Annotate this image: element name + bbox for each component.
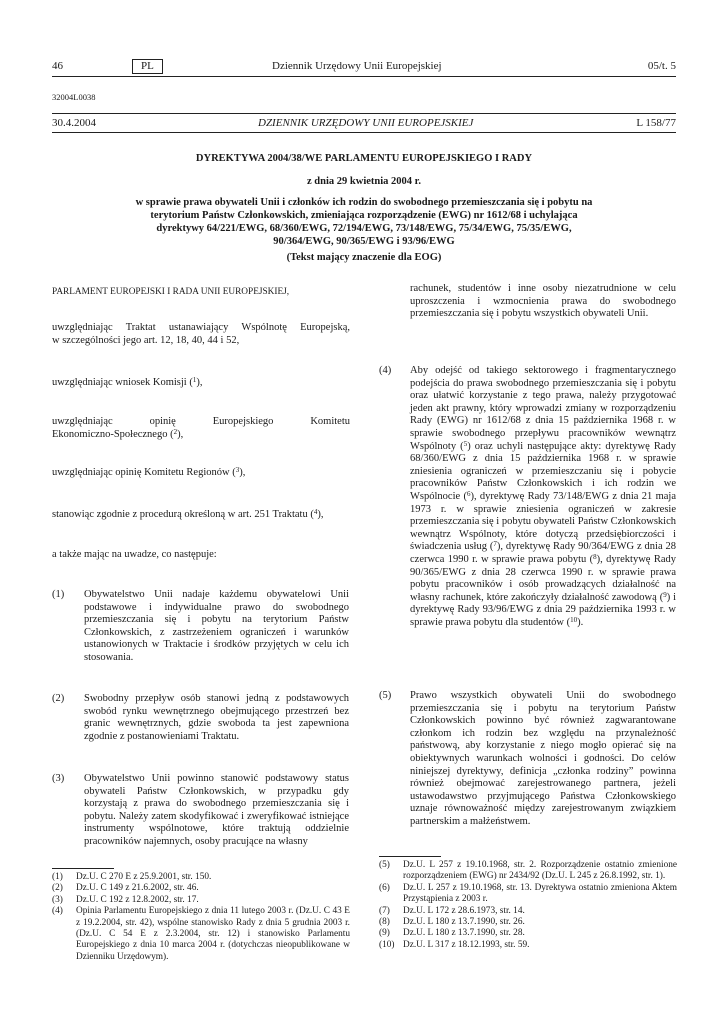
- footnote-ref-5: 5: [463, 439, 468, 448]
- footnote-number: (2): [52, 883, 63, 894]
- footnotes-left: [52, 872, 350, 963]
- footnote-separator-left: [52, 868, 114, 869]
- citation-eesc-text: Ekonomiczno-Społecznego: [52, 428, 168, 440]
- citation-eesc-end: ),: [177, 428, 184, 440]
- footnote-text: Dz.U. L 257 z 19.10.1968, str. 13. Dyrektywa ostatnio zmieniona Aktem Przystąpienia z 2003 r.: [403, 882, 677, 905]
- subject-line-4: 90/364/EWG, 90/365/EWG i 93/96/EWG: [273, 236, 455, 247]
- footnote-number: (9): [379, 928, 390, 939]
- subject-line-3: dyrektywy 64/221/EWG, 68/360/EWG, 72/194/EWG, 73/148/EWG, 75/34/EWG, 75/35/EWG,: [156, 223, 572, 234]
- footnote-text: Dz.U. L 180 z 13.7.1990, str. 28.: [403, 928, 525, 939]
- recitals-intro: a także mając na uwadze, co następuje:: [52, 549, 217, 560]
- oj-reference: L 158/77: [636, 117, 676, 129]
- recital-5-number: (5): [379, 690, 392, 701]
- footnote-ref-7: 7: [493, 540, 497, 549]
- citation-eesc-line-2: Ekonomiczno-Społecznego ($^2$),: [52, 427, 184, 440]
- citation-treaty: [52, 322, 350, 347]
- citation-commission-text: uwzględniając wniosek Komisji: [52, 377, 187, 388]
- recital-4: Aby odejść od takiego sektorowego i fragmentarycznego podejścia do prawa swobodnego przemieszczania się i pobytu oraz ułatwić korzystanie z tego prawa, należy przygotować jeden akt prawny, który wprowadzi zmiany w rozporządzeniu Rady (EWG) nr 1612/68 z dnia 15 października 1968 r. w sprawie swobodnego przepływu pracowników wewnątrz Wspólnoty ($^5$) oraz uchyli następujące akty: dyrektywę Rady 68/360/EWG z dnia 15 października 1968 r. w sprawie zniesienia ograniczeń w przemieszczaniu się i pobycie pracowników Państw Członkowskich i ich rodzin we Wspólnocie ($^6$), dyrektywę Rady 73/148/EWG z dnia 21 maja 1973 r. w sprawie zniesienia ograniczeń w zakresie przemieszczania się i pobytu obywateli Państw Członkowskich wewnątrz Wspólnoty, które dotyczą przedsiębiorczości i świadczenia usług ($^7$), dyrektywę Rady 90/364/EWG z dnia 28 czerwca 1990 r. w sprawie prawa pobytu ($^8$), dyrektywę Rady 90/365/EWG z dnia 28 czerwca 1990 r. w sprawie prawa pobytu pracowników i osób prowadzących działalność na własny rachunek, które zakończyły działalność zawodową ($^9$) i dyrektywę Rady 93/96/EWG z dnia 29 października 1993 r. w sprawie prawa pobytu dla studentów ($^{10}$).: [410, 365, 677, 628]
- subject-line-2: terytorium Państw Członkowskich, zmieniająca rozporządzenie (EWG) nr 1612/68 i uchylająca: [150, 210, 578, 221]
- recital-2-number: (2): [52, 693, 65, 704]
- citation-commission: uwzględniając wniosek Komisji ($^1$),: [52, 376, 203, 388]
- footnote-6: [379, 883, 677, 906]
- citation-procedure: stanowiąc zgodnie z procedurą określoną w art. 251 Traktatu ($^4$),: [52, 508, 324, 520]
- footnote-ref-2: 2: [173, 427, 178, 436]
- subject-line-1: w sprawie prawa obywateli Unii i członków ich rodzin do swobodnego przemieszczania się i pobytu na: [135, 197, 593, 208]
- footnote-ref-6: 6: [466, 489, 471, 498]
- recital-4-part-7: ).: [577, 616, 584, 628]
- footnotes-right: [379, 860, 677, 951]
- citation-regions: uwzględniając opinię Komitetu Regionów ($^3$),: [52, 466, 246, 478]
- footnote-2: [52, 883, 350, 894]
- oj-date: 30.4.2004: [52, 117, 96, 129]
- citation-eesc-line-1: uwzględniając opinię Europejskiego Komitetu: [52, 416, 350, 427]
- directive-subject: [98, 196, 630, 248]
- footnote-4: [52, 906, 350, 963]
- footnote-8: [379, 917, 677, 928]
- header-rule: [52, 76, 676, 77]
- preamble: PARLAMENT EUROPEJSKI I RADA UNII EUROPEJSKIEJ,: [52, 287, 290, 297]
- oj-bottom-rule: [52, 132, 676, 133]
- footnote-number: (8): [379, 917, 390, 928]
- footnote-text: Dz.U. L 317 z 18.12.1993, str. 59.: [403, 939, 530, 950]
- citation-regions-end: ),: [239, 467, 246, 478]
- language-badge: PL: [132, 59, 163, 74]
- footnote-ref-10: 10: [570, 615, 578, 624]
- recital-4-part-1: Aby odejść od takiego sektorowego i fragmentarycznego podejścia do prawa swobodnego przemieszczania się i pobytu oraz ułatwić korzystanie z tego prawa, należy przygotować jeden akt prawny, który wprowadzi zmiany w rozporządzeniu Rady (EWG) nr 1612/68 z dnia 15 października 1968 r. w sprawie swobodnego przepływu pracowników wewnątrz Wspólnoty: [410, 365, 676, 452]
- recital-4-part-3: ), dyrektywę Rady 73/148/EWG z dnia 21 maja 1973 r. w sprawie zniesienia ograniczeń w zakresie przemieszczania się i pobytu obywateli Państw Członkowskich wewnątrz Wspólnoty, które dotyczą przedsiębiorczości i świadczenia usług: [410, 490, 676, 553]
- footnote-text: Dz.U. C 192 z 12.8.2002, str. 17.: [76, 894, 199, 905]
- recital-5: Prawo wszystkich obywateli Unii do swobodnego przemieszczania się i pobytu na terytorium Państw Członkowskich powinno być również zagwarantowane członkom ich rodzin bez względu na przynależność państwową, aby korzystanie z niego mogło opierać się na obiektywnych warunkach wolności i godności. Do celów niniejszej dyrektywy, definicja „członka rodziny” powinna również obejmować zarejestrowanego partnera, jeżeli ustawodawstwo przyjmującego Państwa Członkowskiego uznaje równoważność między zarejestrowanym związkiem partnerskim a małżeństwem.: [410, 690, 676, 827]
- eea-note: (Tekst mający znaczenie dla EOG): [286, 252, 442, 263]
- footnote-1: [52, 872, 350, 883]
- citation-treaty-line-1: uwzględniając Traktat ustanawiający Wspólnotę Europejską,: [52, 322, 350, 333]
- footnote-number: (3): [52, 894, 63, 905]
- footnote-ref-8: 8: [593, 552, 597, 561]
- citation-commission-end: ),: [196, 377, 203, 388]
- footnote-9: [379, 928, 677, 939]
- footnote-7: [379, 906, 677, 917]
- page-number: 46: [52, 60, 63, 72]
- footnote-text: Opinia Parlamentu Europejskiego z dnia 11 lutego 2003 r. (Dz.U. C 43 E z 19.2.2004, str. 42), wspólne stanowisko Rady z dnia 5 grudnia 2003 r. (Dz.U. C 54 E z 2.3.2004, str. 12) i stanowisko Parlamentu Europejskiego z dnia 10 marca 2004 r. (dotychczas nieopublikowane w Dzienniku Urzędowym).: [76, 906, 350, 962]
- citation-eesc: [52, 416, 350, 441]
- recital-4-part-6: ) i dyrektywę Rady 93/96/EWG z dnia 29 października 1993 r. w sprawie prawa pobytu dla studentów: [410, 591, 677, 628]
- recital-1-number: (1): [52, 589, 65, 600]
- citation-procedure-end: ),: [317, 509, 324, 520]
- footnote-text: Dz.U. C 149 z 21.6.2002, str. 46.: [76, 883, 199, 894]
- footnote-number: (10): [379, 939, 395, 950]
- footnote-5: [379, 860, 677, 883]
- footnote-separator-right: [379, 856, 441, 857]
- footnote-text: Dz.U. C 270 E z 25.9.2001, str. 150.: [76, 872, 212, 882]
- citation-treaty-line-2: w szczególności jego art. 12, 18, 40, 44 i 52,: [52, 334, 240, 346]
- celex-number: 32004L0038: [52, 92, 96, 102]
- footnote-ref-3: 3: [235, 466, 240, 474]
- footnote-ref-1: 1: [192, 376, 197, 384]
- recital-3-continued: rachunek, studentów i inne osoby niezatrudnione w celu uproszczenia i wzmocnienia prawa do swobodnego przemieszczania się i pobytu wszystkich obywateli Unii.: [410, 283, 676, 320]
- recital-1: Obywatelstwo Unii nadaje każdemu obywatelowi Unii podstawowe i indywidualne prawo do swobodnego przemieszczania się i pobytu na terytorium Państw Członkowskich, z zastrzeżeniem ograniczeń i warunków ustanowionych w Traktacie i środków przyjętych w celu ich stosowania.: [84, 589, 349, 663]
- footnote-ref-4: 4: [313, 508, 318, 516]
- recital-4-number: (4): [379, 365, 392, 376]
- recital-3-number: (3): [52, 773, 65, 784]
- footnote-number: (4): [52, 906, 63, 917]
- citation-regions-text: uwzględniając opinię Komitetu Regionów: [52, 467, 230, 478]
- recital-4-part-4: ), dyrektywę Rady 90/364/EWG z dnia 28 czerwca 1990 r. w sprawie prawa pobytu: [410, 541, 676, 565]
- journal-title: Dziennik Urzędowy Unii Europejskiej: [272, 60, 442, 72]
- directive-title: DYREKTYWA 2004/38/WE PARLAMENTU EUROPEJSKIEGO I RADY: [195, 153, 533, 164]
- recital-4-part-2: ) oraz uchyli następujące akty: dyrektywę Rady 68/360/EWG z dnia 15 października 1968 r. w sprawie zniesienia ograniczeń w przemieszczaniu się i pobycie pracowników Państw Członkowskich i ich rodzin we Wspólnocie: [410, 440, 676, 502]
- footnote-number: (6): [379, 882, 390, 893]
- footnote-text: Dz.U. L 172 z 28.6.1973, str. 14.: [403, 905, 525, 916]
- oj-top-rule: [52, 113, 676, 114]
- footnote-text: Dz.U. L 257 z 19.10.1968, str. 2. Rozporządzenie ostatnio zmienione rozporządzeniem (EWG) nr 2434/92 (Dz.U. L 245 z 26.8.1992, str. 1).: [403, 860, 677, 882]
- oj-journal-name: DZIENNIK URZĘDOWY UNII EUROPEJSKIEJ: [258, 117, 474, 129]
- footnote-number: (7): [379, 905, 390, 916]
- recital-4-part-5: ), dyrektywę Rady 90/365/EWG z dnia 28 czerwca 1990 r. w sprawie prawa pobytu pracowników i osób prowadzących działalność na własny rachunek, które zakończyły działalność zawodową: [410, 553, 677, 603]
- recital-3: Obywatelstwo Unii powinno stanowić podstawowy status obywateli Państw Członkowskich, w przypadku gdy korzystają z prawa do swobodnego przemieszczania się i pobytu. Należy zatem skodyfikować i zweryfikować istniejące instrumenty wspólnotowe, które traktują oddzielnie pracowników najemnych, osoby pracujące na własny: [84, 773, 349, 847]
- citation-procedure-text: stanowiąc zgodnie z procedurą określoną w art. 251 Traktatu: [52, 509, 308, 520]
- footnote-10: [379, 940, 677, 951]
- footnote-text: Dz.U. L 180 z 13.7.1990, str. 26.: [403, 917, 525, 928]
- footnote-ref-9: 9: [663, 590, 667, 599]
- recital-2: Swobodny przepływ osób stanowi jedną z podstawowych swobód rynku wewnętrznego obejmującego przestrzeń bez granic wewnętrznych, gdzie swoboda ta jest zapewniona zgodnie z postanowieniami Traktatu.: [84, 693, 349, 742]
- footnote-number: (1): [52, 872, 63, 882]
- footnote-number: (5): [379, 860, 390, 870]
- directive-date: z dnia 29 kwietnia 2004 r.: [307, 176, 421, 187]
- footnote-3: [52, 895, 350, 906]
- chapter-volume: 05/t. 5: [647, 60, 676, 72]
